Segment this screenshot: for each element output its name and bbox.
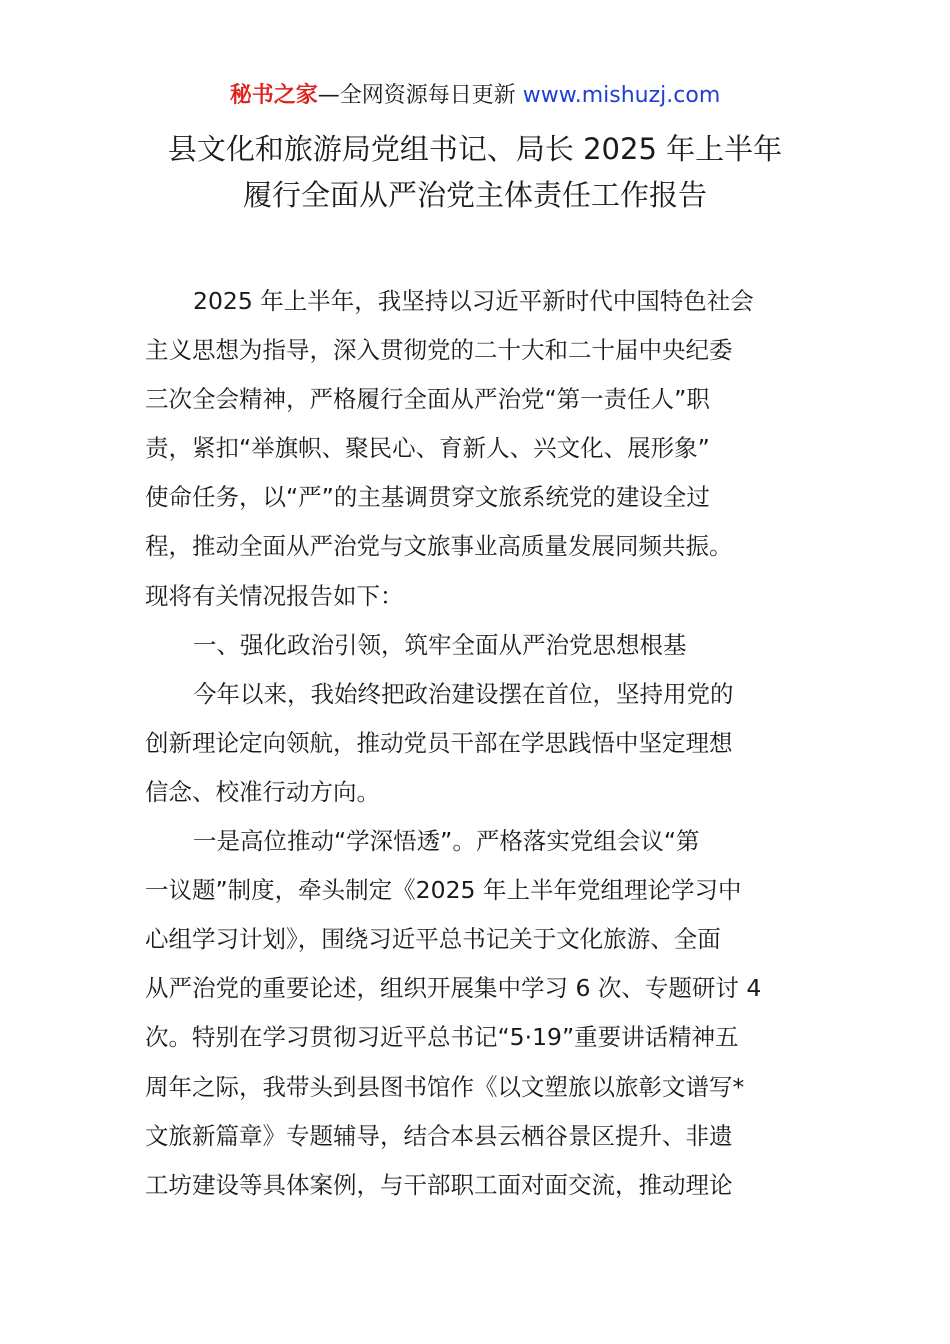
- body-line: 主义思想为指导，深入贯彻党的二十大和二十届中央纪委: [145, 336, 733, 365]
- body-line: 心组学习计划》，围绕习近平总书记关于文化旅游、全面: [145, 925, 721, 954]
- body-line: 周年之际，我带头到县图书馆作《以文塑旅以旅彰文谱写*: [145, 1072, 745, 1101]
- body-line: 信念、校准行动方向。: [145, 777, 380, 806]
- section-heading: 一、强化政治引领，筑牢全面从严治党思想根基: [193, 630, 687, 659]
- body-line: 一是高位推动“学深悟透”。严格落实党组会议“第: [193, 827, 700, 856]
- title-line-1: 县文化和旅游局党组书记、局长 2025 年上半年: [167, 132, 783, 166]
- body-line: 工坊建设等具体案例，与干部职工面对面交流，推动理论: [145, 1170, 733, 1199]
- body-line: 创新理论定向领航，推动党员干部在学思践悟中坚定理想: [145, 728, 733, 757]
- body-line: 从严治党的重要论述，组织开展集中学习 6 次、专题研讨 4: [145, 974, 762, 1003]
- body-line: 使命任务，以“严”的主基调贯穿文旅系统党的建设全过: [145, 483, 710, 512]
- body-line: 今年以来，我始终把政治建设摆在首位，坚持用党的: [193, 679, 734, 708]
- body-line: 次。特别在学习贯彻习近平总书记“5·19”重要讲话精神五: [145, 1023, 739, 1052]
- body-line: 责，紧扣“举旗帜、聚民心、育新人、兴文化、展形象”: [145, 434, 710, 463]
- site-url-link[interactable]: www.mishuzj.com: [522, 83, 721, 108]
- body-line: 一议题”制度，牵头制定《2025 年上半年党组理论学习中: [145, 876, 742, 905]
- body-line: 程，推动全面从严治党与文旅事业高质量发展同频共振。: [145, 532, 733, 561]
- site-tagline: —全网资源每日更新: [317, 83, 523, 108]
- document-title: [0, 126, 950, 218]
- body-line: 现将有关情况报告如下：: [145, 581, 404, 610]
- site-header: [0, 80, 950, 112]
- body-line: 文旅新篇章》专题辅导，结合本县云栖谷景区提升、非遗: [145, 1121, 733, 1150]
- body-line: 2025 年上半年，我坚持以习近平新时代中国特色社会: [193, 287, 754, 315]
- title-line-2: 履行全面从严治党主体责任工作报告: [242, 178, 707, 212]
- site-brand: 秘书之家: [229, 83, 318, 108]
- document-body: [145, 277, 807, 1210]
- body-line: 三次全会精神，严格履行全面从严治党“第一责任人”职: [145, 385, 710, 414]
